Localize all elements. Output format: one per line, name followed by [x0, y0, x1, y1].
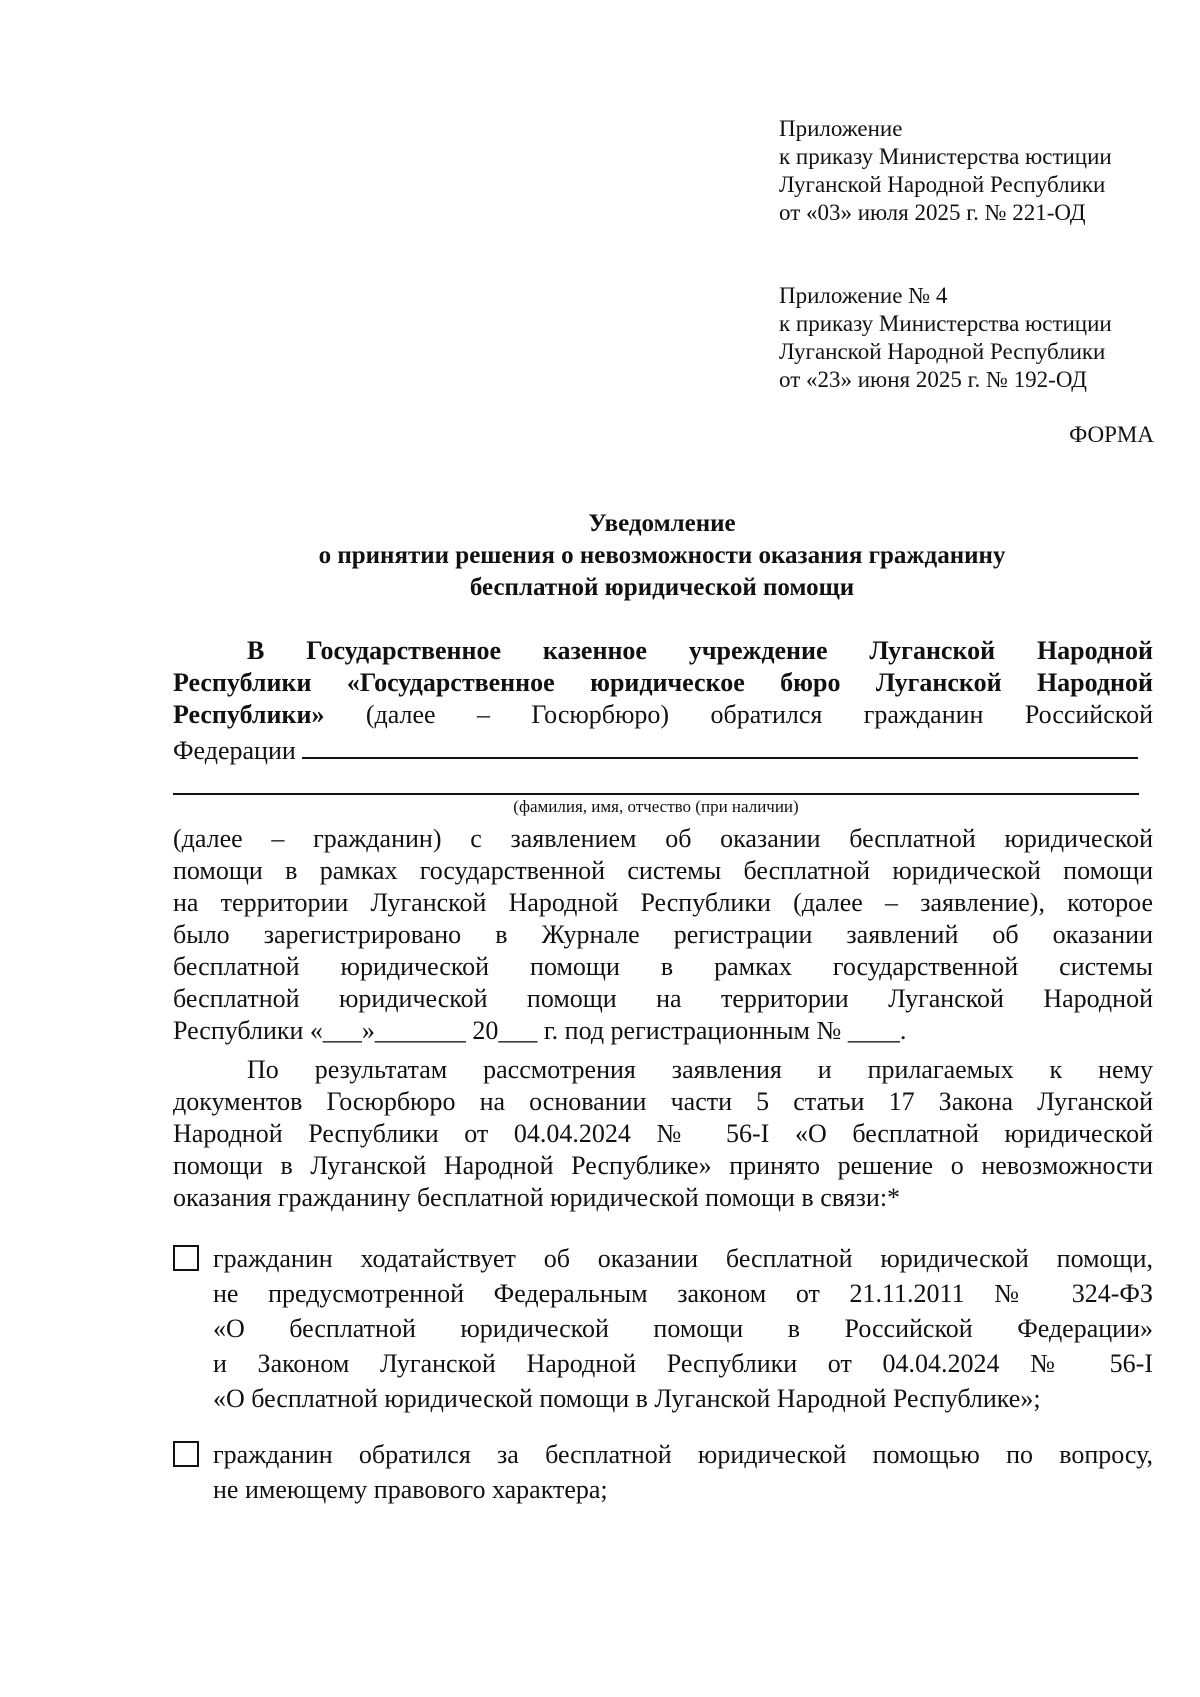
annex-prior-line: от «23» июня 2025 г. № 192-ОД [779, 367, 1087, 392]
continuation-paragraph [173, 823, 1153, 1047]
option-line: «О бесплатной юридической помощи в Российской Федерации» [213, 1314, 1153, 1343]
title-line: Уведомление [588, 510, 736, 537]
federation-label: Федерации [173, 736, 296, 765]
name-field-hint: (фамилия, имя, отчество (при наличии) [513, 797, 799, 816]
reason-checkbox-2[interactable] [173, 1441, 199, 1467]
continuation-line: на территории Луганской Народной Республики (далее – заявление), которое [173, 888, 1153, 917]
intro-bold-fragment: Республики» [173, 700, 325, 729]
results-line: оказания гражданину бесплатной юридической помощи в связи:* [173, 1183, 901, 1212]
annex-current-line: Луганской Народной Республики [779, 172, 1106, 197]
option-line: и Законом Луганской Народной Республики от 04.04.2024 № 56-I [213, 1349, 1153, 1378]
option-line: гражданин обратился за бесплатной юридической помощью по вопросу, [213, 1440, 1153, 1469]
intro-line: В Государственное казенное учреждение Луганской Народной [247, 636, 1153, 665]
intro-paragraph [173, 635, 1153, 763]
citizen-name-field-line[interactable] [173, 793, 1139, 795]
annex-prior-line: Луганской Народной Республики [779, 339, 1106, 364]
document-title [172, 508, 1152, 604]
results-paragraph [173, 1054, 1153, 1214]
annex-prior-block [779, 282, 1179, 394]
reason-option-2-text [213, 1437, 1153, 1507]
continuation-line: бесплатной юридической помощи в рамках государственной системы [173, 952, 1153, 981]
form-label: ФОРМА [1069, 422, 1154, 447]
reason-option-1-text [213, 1241, 1153, 1416]
option-line: гражданин ходатайствует об оказании бесплатной юридической помощи, [213, 1244, 1153, 1273]
continuation-line: было зарегистрировано в Журнале регистрации заявлений об оказании [173, 920, 1153, 949]
intro-line-3 [173, 699, 1153, 731]
results-line: помощи в Луганской Народной Республике» принято решение о невозможности [173, 1151, 1153, 1180]
annex-current-block [779, 115, 1179, 227]
intro-line-3-rest: (далее – Госюрбюро) обратился гражданин Российской [324, 700, 1153, 729]
annex-current-line: к приказу Министерства юстиции [779, 144, 1112, 169]
option-line: не предусмотренной Федеральным законом от 21.11.2011 № 324-ФЗ [213, 1279, 1153, 1308]
citizen-name-field[interactable] [302, 731, 1138, 759]
results-line: документов Госюрбюро на основании части 5 статьи 17 Закона Луганской [173, 1087, 1153, 1116]
continuation-line: помощи в рамках государственной системы бесплатной юридической помощи [173, 856, 1153, 885]
intro-line-4 [173, 731, 1153, 763]
continuation-line: (далее – гражданин) с заявлением об оказании бесплатной юридической [173, 824, 1153, 853]
title-line: о принятии решения о невозможности оказания гражданину [318, 542, 1006, 569]
annex-prior-line: Приложение № 4 [779, 283, 948, 308]
annex-current-line: от «03» июля 2025 г. № 221-ОД [779, 200, 1086, 225]
results-line: Народной Республики от 04.04.2024 № 56-I «О бесплатной юридической [173, 1119, 1153, 1148]
intro-line: Республики «Государственное юридическое бюро Луганской Народной [173, 668, 1153, 697]
option-line: не имеющему правового характера; [213, 1475, 608, 1504]
annex-current-line: Приложение [779, 116, 903, 141]
results-line: По результатам рассмотрения заявления и прилагаемых к нему [247, 1055, 1153, 1084]
option-line: «О бесплатной юридической помощи в Луганской Народной Республике»; [213, 1384, 1041, 1413]
title-line: бесплатной юридической помощи [469, 574, 855, 601]
registration-line: Республики «___»_______ 20___ г. под регистрационным № ____. [173, 1016, 907, 1045]
continuation-line: бесплатной юридической помощи на территории Луганской Народной [173, 984, 1153, 1013]
reason-checkbox-1[interactable] [173, 1245, 199, 1271]
annex-prior-line: к приказу Министерства юстиции [779, 311, 1112, 336]
